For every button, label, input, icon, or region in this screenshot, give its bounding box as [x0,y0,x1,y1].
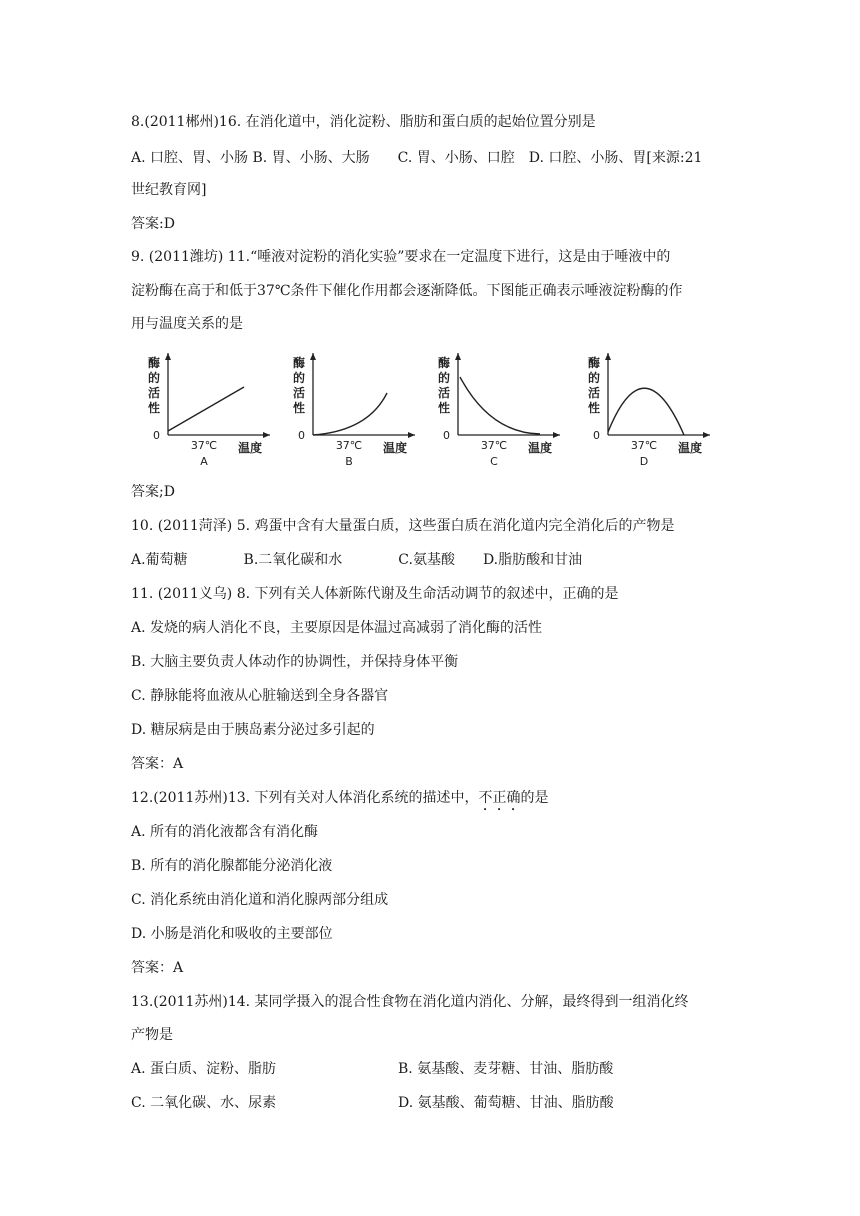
y-axis-arrow [455,353,461,360]
y-axis-label-char: 的 [588,371,601,385]
origin-label: 0 [298,429,305,442]
y-axis-arrow [165,353,171,360]
q12-option-b: B. 所有的消化腺都能分泌消化液 [131,858,333,874]
q13-option-b: B. 氨基酸、麦芽糖、甘油、脂肪酸 [398,1061,614,1077]
q13-stem-line1: 13.(2011苏州)14. 某同学摄入的混合性食物在消化道内消化、分解，最终得到一组消化终 [131,994,689,1010]
q9-stem-line1: 9. (2011潍坊) 11.“唾液对淀粉的消化实验”要求在一定温度下进行，这是由于唾液中的 [131,249,671,265]
curve-d [608,388,684,435]
graph-d [580,345,720,475]
graph-a-svg [140,345,280,475]
curve-b [313,393,387,435]
y-axis-label-char: 性 [438,401,451,415]
graph-c-svg [430,345,570,475]
y-axis-label-char: 性 [148,401,161,415]
q9-answer: 答案;D [131,484,175,500]
enzyme-graphs [140,345,730,475]
panel-label-c: C [490,455,498,468]
curve-c [460,377,540,434]
q8-options-cont: 世纪教育网] [131,182,207,198]
x-axis-label: 温度 [527,441,552,455]
x-tick-label: 37℃ [630,439,658,452]
graph-a [140,345,280,475]
x-tick-label: 37℃ [335,439,363,452]
q13-option-a: A. 蛋白质、淀粉、脂肪 [131,1061,277,1077]
q12-stem-prefix: 12.(2011苏州)13. 下列有关对人体消化系统的描述中， [131,790,479,806]
q12-option-c: C. 消化系统由消化道和消化腺两部分组成 [131,892,389,908]
q8-stem: 8.(2011郴州)16. 在消化道中，消化淀粉、脂肪和蛋白质的起始位置分别是 [131,114,596,130]
y-axis-label-char: 酶 [148,356,161,370]
q9-stem-line2: 淀粉酶在高于和低于37℃条件下催化作用都会逐渐降低。下图能正确表示唾液淀粉酶的作 [131,283,683,299]
x-axis-label: 温度 [237,441,262,455]
graph-b [285,345,425,475]
graph-d-svg [580,345,720,475]
q8-answer: 答案:D [131,216,175,232]
y-axis-label-char: 性 [588,401,601,415]
q8-options: A. 口腔、胃、小肠 B. 胃、小肠、大肠 C. 胃、小肠、口腔 D. 口腔、小肠、胃[来源:21 [131,150,703,166]
x-axis-arrow [703,432,710,438]
y-axis-label-char: 酶 [438,356,451,370]
panel-label-d: D [639,455,649,468]
y-axis-label-char: 活 [293,386,306,400]
q11-option-a: A. 发烧的病人消化不良，主要原因是体温过高减弱了消化酶的活性 [131,620,543,636]
q12-option-a: A. 所有的消化液都含有消化酶 [131,824,319,840]
y-axis-label-char: 酶 [588,356,601,370]
x-axis-arrow [263,432,270,438]
q9-stem-line3: 用与温度关系的是 [131,316,243,332]
x-axis-label: 温度 [677,441,702,455]
y-axis-label-char: 的 [438,371,451,385]
x-axis-arrow [408,432,415,438]
x-axis-label: 温度 [382,441,407,455]
q11-option-d: D. 糖尿病是由于胰岛素分泌过多引起的 [131,722,375,738]
y-axis-arrow [605,353,611,360]
q12-option-d: D. 小肠是消化和吸收的主要部位 [131,926,333,942]
q10-stem: 10. (2011菏泽) 5. 鸡蛋中含有大量蛋白质，这些蛋白质在消化道内完全消化后的产物是 [131,518,675,534]
y-axis-label-char: 的 [148,371,161,385]
origin-label: 0 [443,429,450,442]
q11-stem: 11. (2011义乌) 8. 下列有关人体新陈代谢及生命活动调节的叙述中，正确的是 [131,586,619,602]
y-axis-label-char: 活 [438,386,451,400]
y-axis-label-char: 酶 [293,356,306,370]
graph-b-svg [285,345,425,475]
panel-label-b: B [345,455,353,468]
y-axis-label-char: 性 [293,401,306,415]
q12-stem-suffix: 的是 [520,790,549,806]
panel-label-a: A [200,455,208,468]
y-axis-label-char: 活 [588,386,601,400]
q10-options: A.葡萄糖 B.二氧化碳和水 C.氨基酸 D.脂肪酸和甘油 [131,552,583,568]
graph-c [430,345,570,475]
q13-option-d: D. 氨基酸、葡萄糖、甘油、脂肪酸 [398,1095,614,1111]
q12-stem-emphasis: 不正确 [478,790,521,806]
origin-label: 0 [593,429,600,442]
q11-option-c: C. 静脉能将血液从心脏输送到全身各器官 [131,688,389,704]
x-axis-arrow [553,432,560,438]
q11-answer: 答案：A [131,756,184,772]
q13-stem-line2: 产物是 [131,1027,173,1043]
curve-a [168,387,244,431]
q11-option-b: B. 大脑主要负责人体动作的协调性，并保持身体平衡 [131,654,459,670]
origin-label: 0 [153,429,160,442]
q13-option-c: C. 二氧化碳、水、尿素 [131,1095,277,1111]
x-tick-label: 37℃ [480,439,508,452]
x-tick-label: 37℃ [190,439,218,452]
y-axis-label-char: 的 [293,371,306,385]
q12-stem [131,788,549,814]
y-axis-arrow [310,353,316,360]
y-axis-label-char: 活 [148,386,161,400]
q12-answer: 答案：A [131,960,184,976]
